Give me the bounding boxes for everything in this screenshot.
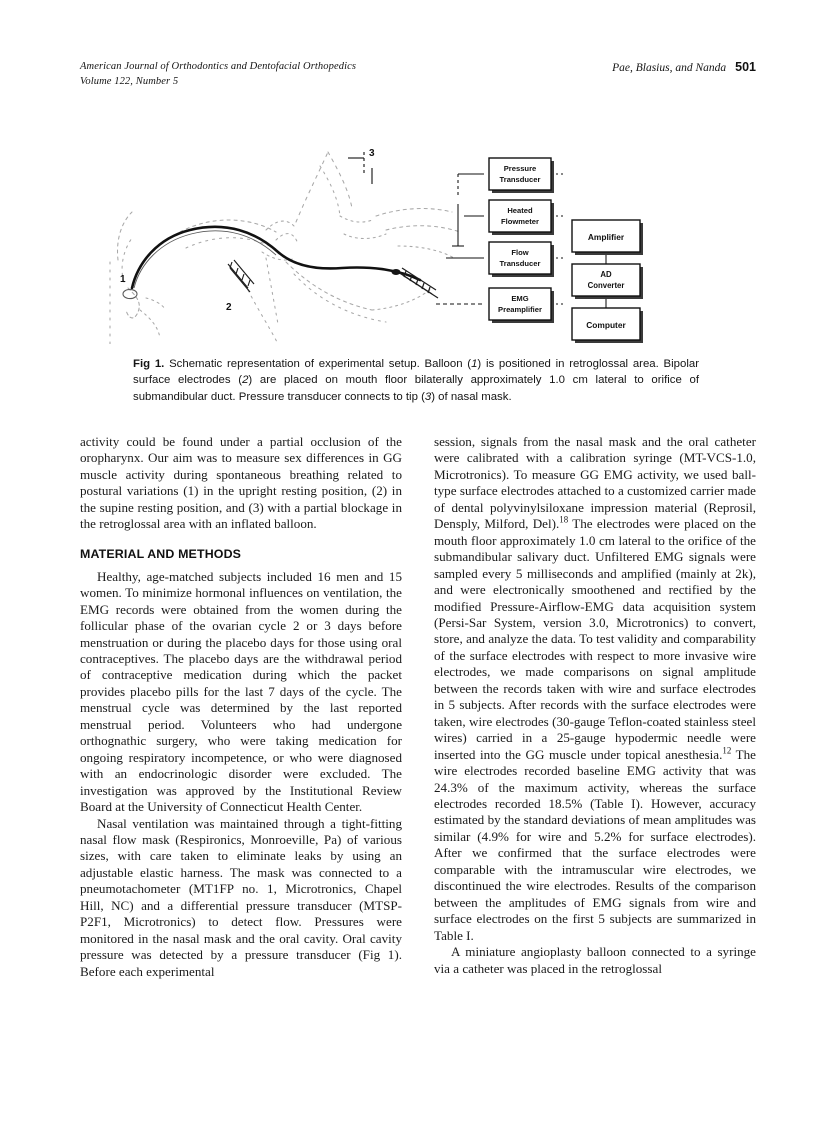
running-head-authors-page [612,60,756,74]
catheter-tube [132,227,420,288]
journal-volume: Volume 122, Number 5 [80,75,179,87]
balloon-marker [123,289,137,298]
box-flow-transducer-line1: Flow [511,248,529,257]
paragraph-nasal-ventilation: Nasal ventilation was maintained through a tight-fitting nasal flow mask (Respironics, Monroeville, Pa) of various sizes, with care taken to eliminate leaks by using an adjustable elastic harness. The mask was connected to a pneumotachometer (MT1FP no. 1, Microtronics, Chapel Hill, NC) and a differential pressure transducer (MTSP-P2F1, Microtronics) to detect flow. Pressures were monitored in the nasal mask and the oral cavity. Oral cavity pressure was detected by a pressure transducer (Fig 1). Before each experimental [80,815,402,979]
box-heated-flowmeter-line2: Flowmeter [501,217,539,226]
figure-schematic-svg [80,112,756,344]
catheter-tube-highlight [134,231,276,288]
box-flow-transducer-line2: Transducer [499,259,541,268]
box-computer-label: Computer [586,320,626,330]
figure-caption-text-3: ) are placed on mouth floor bilaterally approximately 1.0 cm lateral to orifice of submandibular duct. Pressure transducer connects to tip ( [133,374,699,403]
box-emg-preamplifier-line2: Preamplifier [498,305,542,314]
paragraph-methods-continued [434,434,756,944]
figure-caption-text-2: ) is positioned in retroglossal area. Bipolar surface electrodes ( [133,358,699,387]
callout-label-2: 2 [226,302,232,313]
box-heated-flowmeter-line1: Heated [507,206,533,215]
box-emg-preamplifier [489,288,554,323]
reference-marker-18: 18 [559,514,569,525]
running-head-journal [80,60,356,89]
leader-lines [436,174,484,304]
figure-caption-text-4: ) of nasal mask. [431,390,512,403]
journal-title: American Journal of Orthodontics and Dentofacial Orthopedics [80,61,357,72]
figure-caption-label: Fig 1. [133,358,165,370]
figure-caption-callout-2: 2 [242,374,249,387]
box-ad-converter [572,264,643,299]
methods-text-a: session, signals from the nasal mask and the oral catheter were calibrated with a calibration syringe (MT-VCS-1.0, Microtronics). To measure GG EMG activity, we used ball-type surface electrodes attached to a customized carrier made of dental polyvinylsiloxane impression material (Reprosil, Densply, Milford, Del). [434,434,756,532]
reference-marker-12: 12 [722,745,732,756]
author-names: Pae, Blasius, and Nanda [612,62,727,74]
figure-caption [133,356,699,405]
mask-tip-connector [392,268,439,298]
surface-electrode [228,260,254,292]
figure-1 [80,112,756,344]
page-number: 501 [735,60,756,74]
running-head [80,60,756,94]
figure-caption-callout-3: 3 [424,390,432,403]
section-heading-material-and-methods: MATERIAL AND METHODS [80,546,242,561]
callout-label-1: 1 [120,274,126,285]
anatomy-line-art [110,152,460,344]
callout-label-3: 3 [369,148,375,159]
box-ad-converter-line1: AD [600,270,612,279]
box-flow-transducer [489,242,554,277]
box-amplifier-label: Amplifier [587,232,625,242]
box-amplifier [572,220,643,255]
methods-text-c: The wire electrodes recorded baseline EMG activity that was 24.3% of the maximum activity, whereas the surface electrodes recorded 18.5% (Table I). However, accuracy estimated by the standard deviations of mean amplitudes was similar (4.9% for wire and 5.2% for surface electrodes). After we confirmed that the surface electrodes were comparable with the intramuscular wire electrodes, we discontinued the wire electrodes. Results of the comparison between the amplitudes of EMG signals from wire and surface electrodes on the first 5 subjects are summarized in Table I. [434,746,756,943]
box-pressure-transducer-line2: Transducer [499,175,541,184]
box-computer [572,308,643,343]
paragraph-continued: activity could be found under a partial occlusion of the oropharynx. Our aim was to measure sex differences in GG muscle activity during spontaneous breathing related to postural variations (1) in the upright resting position, (2) in the supine resting position, and (3) with a partial blockage in the retroglossal area with an inflated balloon. [80,434,402,532]
paragraph-balloon: A miniature angioplasty balloon connected to a syringe via a catheter was placed in the retroglossal [434,944,756,976]
paragraph-subjects: Healthy, age-matched subjects included 16 men and 15 women. To minimize hormonal influences on ventilation, the EMG records were obtained from the women during the follicular phase of the ovarian cycle 2 or 3 days before menstruation or during the placebo days for those using oral contraceptives. The placebo days are the withdrawal period of contraceptive medication during which the packet provides placebo pills for the last 7 days of the cycle. The menstrual cycle was determined by the last reported menstrual period. Volunteers who had undergone orthognathic surgery, who were taking medication for ongoing respiratory incompetence, or who were diagnosed with an endocrinologic disorder were excluded. The investigation was approved by the Institutional Review Board at the University of Connecticut Health Center. [80,568,402,815]
right-column [434,434,756,977]
figure-caption-callout-1: 1 [471,358,478,370]
box-ad-converter-line2: Converter [587,281,625,290]
box-heated-flowmeter [489,200,554,235]
box-emg-preamplifier-line1: EMG [511,294,529,303]
body-columns [80,434,756,1054]
left-column [80,434,402,980]
box-pressure-transducer [489,158,554,193]
methods-text-b: The electrodes were placed on the mouth floor approximately 1.0 cm lateral to the orifice of the submandibular salivary duct. Unfiltered EMG signals were sampled every 5 milliseconds and amplified (mainly at 2k), and were electronically smoothened and rectified by the modified Pressure-Airflow-EMG data acquisition system (Persi-Sar System, version 3.0, Microtronics) to convert, store, and analyze the data. To test validity and comparability of the surface electrodes with respect to more invasive wire electrodes, we made comparisons on signal amplitude between the records taken with wire and surface electrodes in 5 subjects. After records with the surface electrodes were taken, wire electrodes (30-gauge Teflon-coated stainless steel wires) carried in a 25-gauge hypodermic needle were inserted into the GG muscle under topical anesthesia. [434,516,756,762]
box-pressure-transducer-line1: Pressure [503,164,537,173]
figure-caption-text-1: Schematic representation of experimental setup. Balloon ( [164,358,472,370]
